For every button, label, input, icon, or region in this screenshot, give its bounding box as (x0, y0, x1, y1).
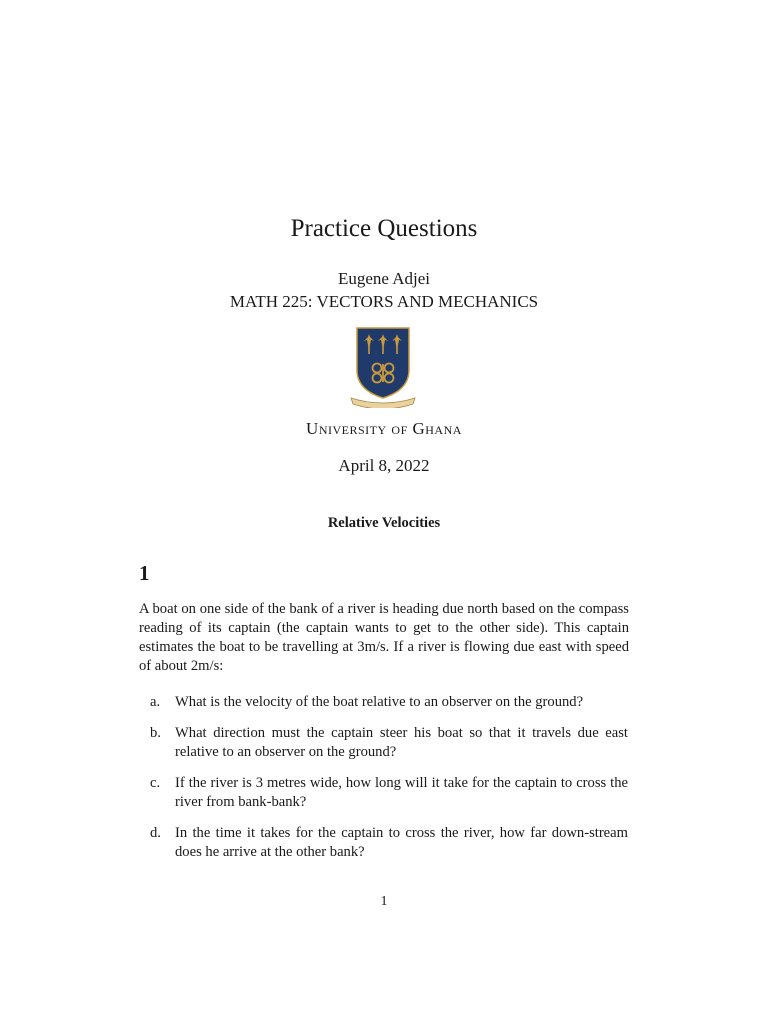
section-heading: Relative Velocities (327, 515, 441, 531)
subquestion-label: a. (150, 694, 161, 710)
document-title: Practice Questions (290, 215, 478, 242)
subquestion-text: In the time it takes for the captain to cross the river, how far down-stream does he arrive at the other bank? (175, 825, 628, 860)
subquestion-b (150, 724, 628, 762)
university-crest-icon (347, 324, 419, 408)
document-date: April 8, 2022 (338, 456, 430, 475)
subquestion-d (150, 824, 628, 862)
subquestion-label: d. (150, 825, 161, 841)
subquestion-c (150, 774, 628, 812)
subquestion-text: What is the velocity of the boat relative to an observer on the ground? (175, 694, 584, 710)
page-number: 1 (380, 894, 388, 909)
author-name: Eugene Adjei (337, 269, 431, 288)
subquestion-text: If the river is 3 metres wide, how long will it take for the captain to cross the river from bank-bank? (175, 775, 628, 810)
institution-name: University of Ghana (306, 419, 462, 438)
subquestion-label: b. (150, 725, 161, 741)
course-title: MATH 225: VECTORS AND MECHANICS (229, 292, 539, 311)
subquestion-label: c. (150, 775, 161, 791)
question-number: 1 (139, 561, 150, 585)
subquestion-text: What direction must the captain steer his boat so that it travels due east relative to an observer on the ground? (175, 725, 628, 760)
question-body: A boat on one side of the bank of a river is heading due north based on the compass reading of its captain (the captain wants to get to the other side). This captain estimates the boat to be travelling at 3m/s. If a river is flowing due east with speed of about 2m/s: (139, 601, 629, 674)
subquestion-a (150, 693, 628, 712)
